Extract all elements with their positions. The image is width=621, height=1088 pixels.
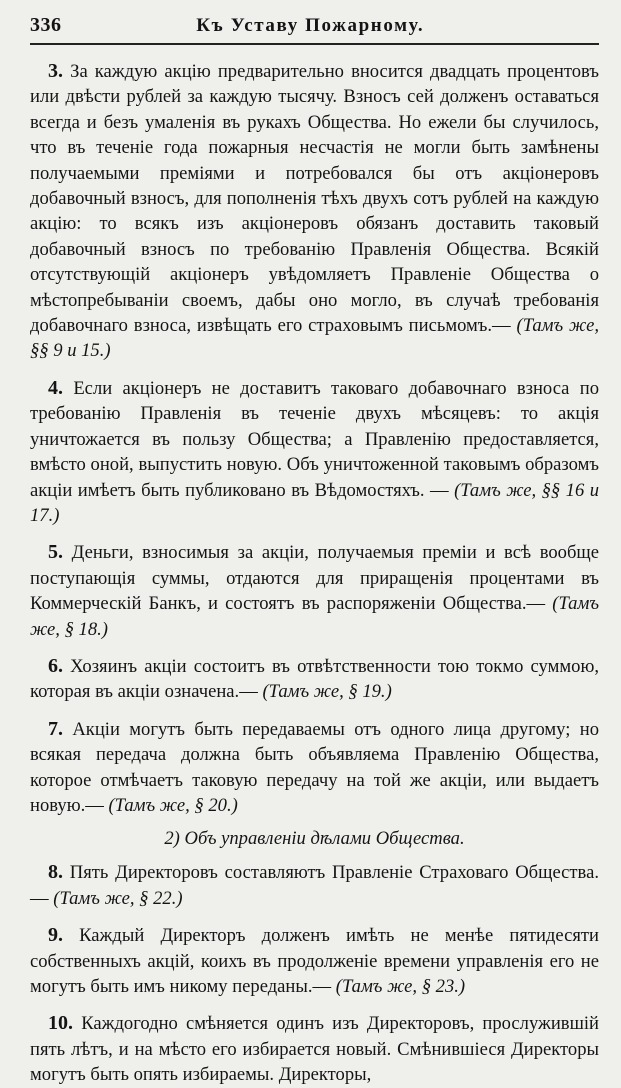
article-reference: (Тамъ же, § 19.) (262, 681, 392, 703)
header-rule (30, 43, 599, 45)
article-10 (30, 1011, 599, 1087)
article-reference: (Тамъ же, §§ 16 и 17.) (30, 479, 599, 526)
article-text: Если акціонеръ не доставитъ таковаго добавочнаго взноса по требованію Правленія въ теченіе двухъ мѣсяцевъ: то акція уничтожается въ пользу Общества; а Правленію предоставляется, вмѣсто оной, выпустить новую. Объ уничтоженной таковымъ образомъ акціи имѣетъ быть публиковано въ Вѣдомостяхъ. — (30, 377, 599, 501)
article-reference: (Тамъ же, § 23.) (335, 976, 466, 997)
article-4 (30, 376, 599, 528)
article-number: 8. (48, 861, 63, 884)
page-header (30, 14, 599, 37)
article-number: 6. (48, 654, 63, 677)
article-number: 3. (48, 60, 63, 82)
article-text: Хозяинъ акціи состоитъ въ отвѣтственности тою токмо суммою, которая въ акціи означена.— (30, 655, 599, 703)
article-number: 4. (48, 376, 63, 399)
article-reference: (Тамъ же, § 22.) (53, 887, 183, 909)
article-number: 10. (48, 1012, 73, 1035)
article-text: Каждый Директоръ долженъ имѣть не менѣе пятидесяти собственныхъ акцій, коихъ въ продолженіе времени управленія его не могутъ быть имъ никому переданы.— (30, 925, 599, 997)
article-reference: (Тамъ же, § 20.) (108, 794, 238, 816)
article-text: Деньги, взносимыя за акціи, получаемыя преміи и всѣ вообще поступающія суммы, отдаются для приращенія процентами въ Коммерческій Банкъ, и состоятъ въ распоряженіи Общества.— (30, 542, 599, 615)
article-text: Пять Директоровъ составляютъ Правленіе Страховаго Общества.— (30, 862, 599, 909)
article-number: 9. (48, 924, 63, 947)
article-reference: (Тамъ же, §§ 9 и 15.) (30, 315, 599, 362)
article-3 (30, 59, 599, 364)
article-number: 5. (48, 541, 63, 564)
running-title: Къ Уставу Пожарному. (196, 15, 425, 36)
article-8 (30, 860, 599, 911)
article-number: 7. (48, 717, 63, 740)
article-text: За каждую акцію предварительно вносится двадцать процентовъ или двѣсти рублей за каждую тысячу. Взносъ сей долженъ оставаться всегда и безъ умаленія въ рукахъ Общества. Но ежели бы случилось, что въ теченіе года пожарныя несчастія не могли быть замѣнены получаемыми преміями и потребовался бы отъ акціонеровъ добавочный взносъ, для пополненія тѣхъ двухъ сотъ рублей на каждую акцію: то всякъ изъ акціонеровъ обязанъ доставить таковый добавочный взносъ по требованію Правленія Общества. Всякій отсутствующій акціонеръ увѣдомляетъ Правленіе Общества о мѣстопребываніи своемъ, дабы оно могло, въ случаѣ требованія добавочнаго взноса, извѣщать его страховымъ письмомъ.— (30, 61, 599, 337)
section-heading: 2) Объ управленіи дѣлами Общества. (164, 828, 465, 850)
page-number: 336 (30, 14, 62, 36)
article-5 (30, 540, 599, 642)
article-9 (30, 923, 599, 999)
article-reference: (Тамъ же, § 18.) (30, 593, 599, 640)
article-text: Акціи могутъ быть передаваемы отъ одного лица другому; но всякая передача должна быть объявляема Правленію Общества, которое отмѣчаетъ таковую передачу на той же акціи, или выдаетъ новую.— (30, 718, 599, 816)
article-text: Каждогодно смѣняется одинъ изъ Директоровъ, прослужившій пять лѣтъ, и на мѣсто его избирается новый. Смѣнившіеся Директоры могутъ быть опять избираемы. Директоры, (30, 1013, 599, 1086)
article-6 (30, 654, 599, 705)
article-7 (30, 717, 599, 819)
